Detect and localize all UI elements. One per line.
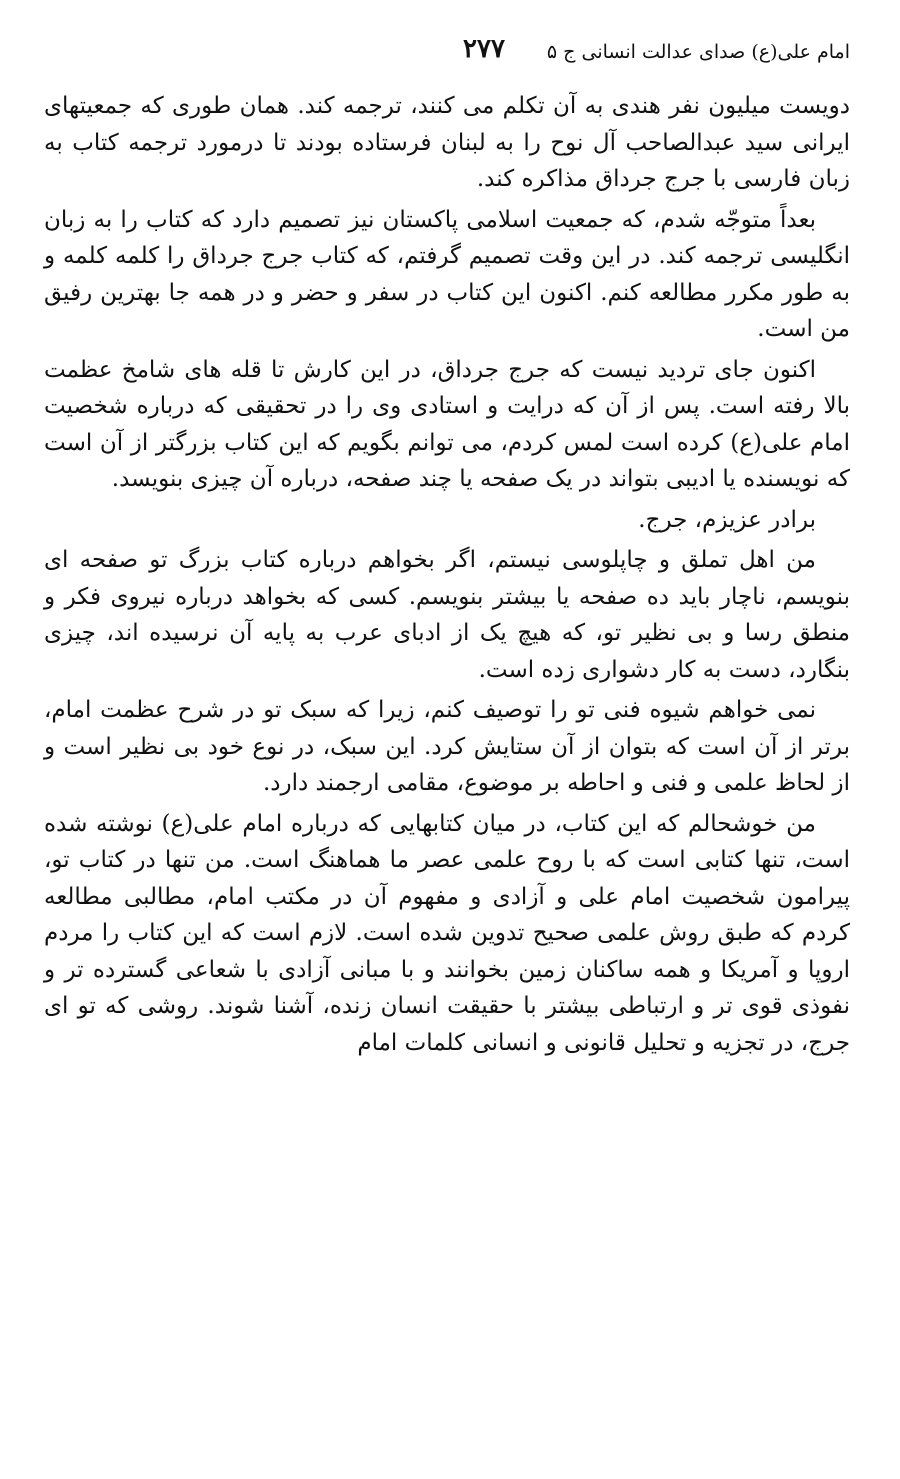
paragraph: برادر عزیزم، جرج. — [638, 506, 816, 533]
book-title: امام علی(ع) صدای عدالت انسانی ج ۵ — [546, 41, 850, 63]
body-text — [44, 88, 850, 1065]
paragraph: نمی خواهم شیوه فنی تو را توصیف کنم، زیرا که سبک تو در شرح عظمت امام، برتر از آن است که بتوان از آن ستایش کرد. این سبک، در نوع خود بی نظیر است و از لحاظ علمی و فنی و احاطه بر موضوع، مقامی ارجمند دارد. — [44, 697, 850, 796]
paragraph: من خوشحالم که این کتاب، در میان کتابهایی که درباره امام علی(ع) نوشته شده است، تنها کتابی است که با روح علمی عصر ما هماهنگ است. من تنها در کتاب تو، پیرامون شخصیت امام علی و آزادی و مفهوم آن در مکتب امام، مطالبی مطالعه کردم که طبق روش علمی صحیح تدوین شده است. لازم است که این کتاب را مردم اروپا و آمریکا و همه ساکنان زمین بخوانند و با مبانی آزادی با شعاعی گسترده تر و نفوذی قوی تر و ارتباطی بیشتر با حقیقت انسان زنده، آشنا شوند. روشی که تو ای جرج، در تجزیه و تحلیل قانونی و انسانی کلمات امام — [44, 810, 850, 1056]
paragraph: اکنون جای تردید نیست که جرج جرداق، در این کارش تا قله های شامخ عظمت بالا رفته است. پس از آن که درایت و استادی وی را در تحقیقی که درباره شخصیت امام علی(ع) کرده است لمس کردم، می توانم بگویم که این کتاب بزرگتر از آن است که نویسنده یا ادیبی بتواند در یک صفحه یا چند صفحه، درباره آن چیزی بنویسد. — [44, 356, 850, 492]
running-header — [44, 30, 856, 70]
paragraph: من اهل تملق و چاپلوسی نیستم، اگر بخواهم درباره کتاب بزرگ تو صفحه ای بنویسم، ناچار باید ده صفحه یا بیشتر بنویسم. کسی که بخواهد درباره نیروی فکر و منطق رسا و بی نظیر تو، که هیچ یک از ادبای عرب به پایه آن نرسیده اند، چیزی بنگارد، دست به کار دشواری زده است. — [44, 547, 850, 683]
paragraph: بعداً متوجّه شدم، که جمعیت اسلامی پاکستان نیز تصمیم دارد که کتاب را به زبان انگلیسی ترجمه کند. در این وقت تصمیم گرفتم، که کتاب جرج جرداق را کلمه کلمه و به طور مکرر مطالعه کنم. اکنون این کتاب در سفر و حضر و در همه جا بهترین رفیق من است. — [44, 206, 850, 342]
paragraph: دویست میلیون نفر هندی به آن تکلم می کنند، ترجمه کند. همان طوری که جمعیتهای ایرانی سید عبدالصاحب آل نوح را به لبنان فرستاده بودند تا درمورد ترجمه کتاب به زبان فارسی با جرج جرداق مذاکره کند. — [44, 93, 850, 192]
page-number: ۲۷۷ — [463, 34, 505, 64]
